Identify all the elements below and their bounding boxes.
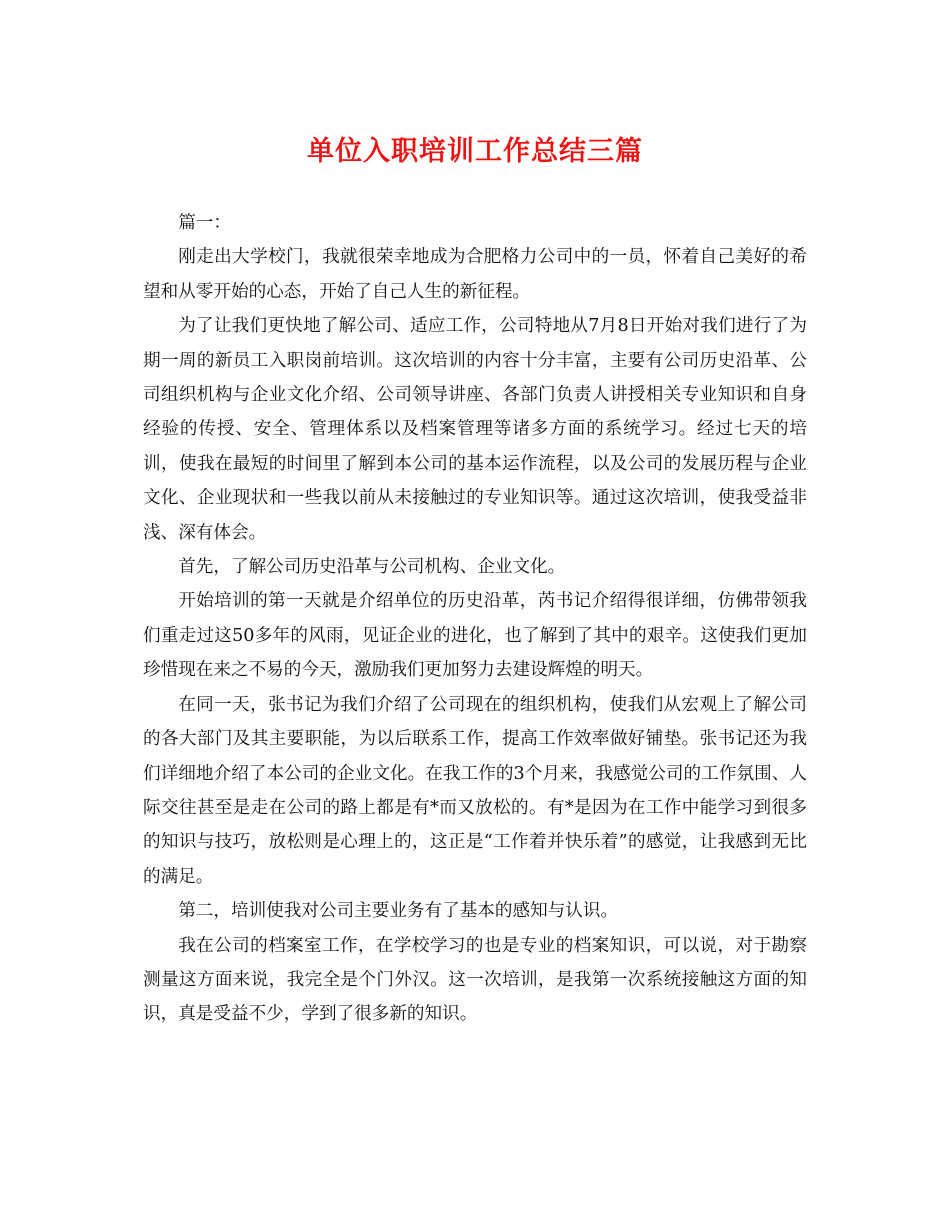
paragraph: 我在公司的档案室工作，在学校学习的也是专业的档案知识，可以说，对于勘察测量这方面来说，我完全是个门外汉。这一次培训，是我第一次系统接触这方面的知识，真是受益不少，学到了很多新的知识。 bbox=[143, 935, 807, 1025]
document-title: 单位入职培训工作总结三篇 bbox=[307, 136, 643, 167]
document-body bbox=[143, 206, 807, 1032]
paragraph: 开始培训的第一天就是介绍单位的历史沿革，芮书记介绍得很详细，仿佛带领我们重走过这50多年的风雨，见证企业的进化，也了解到了其中的艰辛。这使我们更加珍惜现在来之不易的今天，激励我们更加努力去建设辉煌的明天。 bbox=[143, 591, 807, 681]
section-heading: 篇一： bbox=[178, 213, 231, 233]
paragraph: 刚走出大学校门，我就很荣幸地成为合肥格力公司中的一员，怀着自己美好的希望和从零开始的心态，开始了自己人生的新征程。 bbox=[143, 247, 807, 302]
paragraph: 在同一天，张书记为我们介绍了公司现在的组织机构，使我们从宏观上了解公司的各大部门及其主要职能，为以后联系工作，提高工作效率做好铺垫。张书记还为我们详细地介绍了本公司的企业文化。在我工作的3个月来，我感觉公司的工作氛围、人际交往甚至是走在公司的路上都是有*而又放松的。有*是因为在工作中能学习到很多的知识与技巧，放松则是心理上的，这正是“工作着并快乐着”的感觉，让我感到无比的满足。 bbox=[143, 694, 807, 887]
paragraph: 第二，培训使我对公司主要业务有了基本的感知与认识。 bbox=[178, 901, 619, 922]
paragraph: 首先，了解公司历史沿革与公司机构、企业文化。 bbox=[178, 557, 566, 578]
paragraph: 为了让我们更快地了解公司、适应工作，公司特地从7月8日开始对我们进行了为期一周的新员工入职岗前培训。这次培训的内容十分丰富，主要有公司历史沿革、公司组织机构与企业文化介绍、公司领导讲座、各部门负责人讲授相关专业知识和自身经验的传授、安全、管理体系以及档案管理等诸多方面的系统学习。经过七天的培训，使我在最短的时间里了解到本公司的基本运作流程，以及公司的发展历程与企业文化、企业现状和一些我以前从未接触过的专业知识等。通过这次培训，使我受益非浅、深有体会。 bbox=[143, 316, 807, 543]
